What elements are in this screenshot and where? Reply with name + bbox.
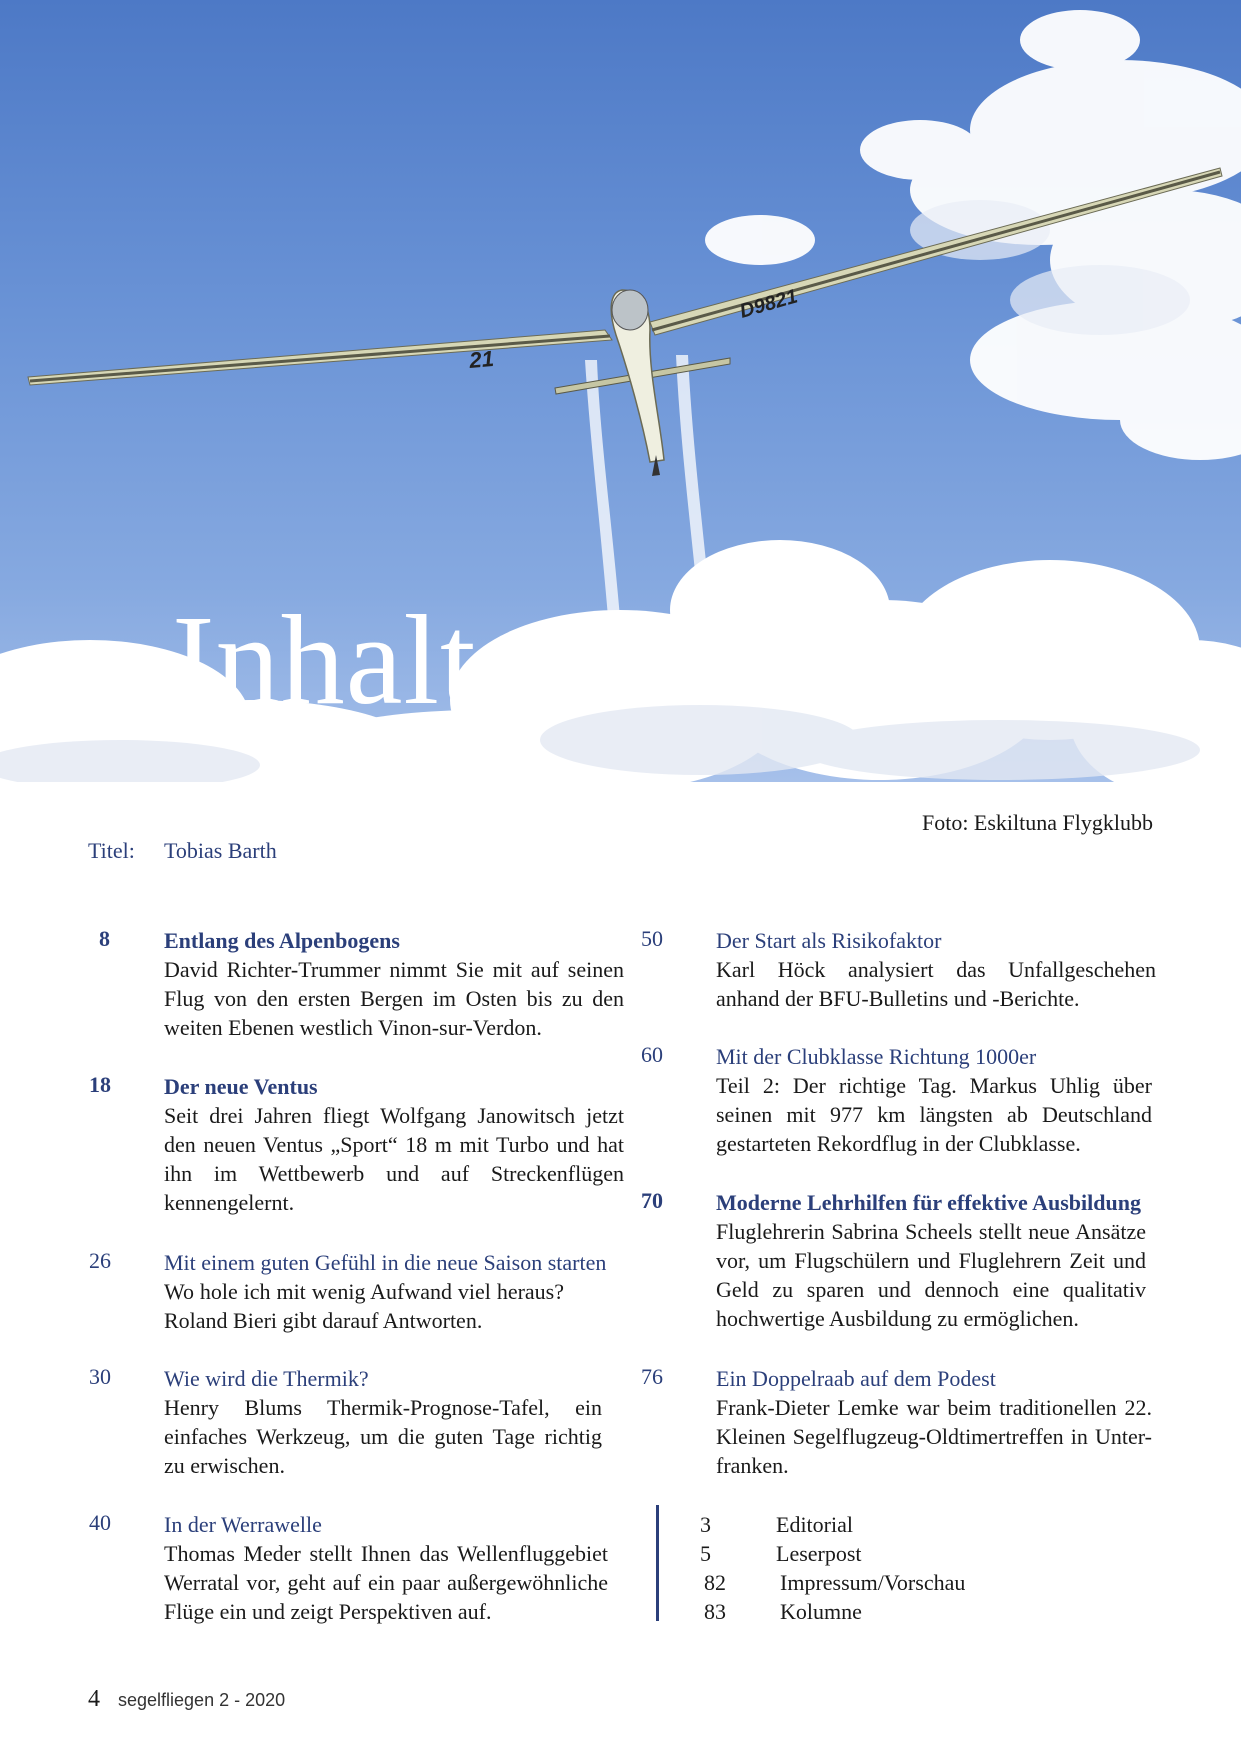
section-page: 5	[700, 1541, 711, 1566]
section-page: 3	[700, 1512, 711, 1537]
entry-description: Wo hole ich mit wenig Aufwand viel heraus? Roland Bieri gibt darauf Antworten.	[164, 1279, 564, 1333]
toc-entry[interactable]	[716, 1042, 1152, 1158]
toc-entry[interactable]	[164, 1510, 608, 1626]
entry-description: Teil 2: Der richtige Tag. Markus Uhlig über seinen mit 977 km längsten ab Deutschland gestarteten Rekordflug in der Clubklasse.	[716, 1073, 1152, 1156]
entry-title: Wie wird die Thermik?	[164, 1366, 369, 1391]
toc-entry[interactable]	[164, 1072, 624, 1217]
entry-description: Fluglehrerin Sabrina Scheels stellt neue Ansätze vor, um Flugschülern und Fluglehrern Zeit und Geld zu sparen und dennoch eine qualitativ hochwertige Ausbildung zu ermöglichen.	[716, 1219, 1146, 1331]
section-item[interactable]	[704, 1568, 965, 1597]
entry-description: Seit drei Jahren fliegt Wolfgang Janowitsch jetzt den neuen Ventus „Sport“ 18 m mit Turbo und hat ihn im Wettbewerb und auf Streckenflügen kennengelernt.	[164, 1103, 624, 1215]
wing-registration-right: D9821	[737, 285, 801, 323]
section-item[interactable]	[700, 1539, 862, 1568]
toc-entry[interactable]	[164, 1248, 614, 1335]
section-item[interactable]	[700, 1510, 853, 1539]
entry-page-number: 76	[641, 1364, 663, 1389]
entry-page-number: 50	[641, 926, 663, 951]
section-item[interactable]	[704, 1597, 862, 1626]
cover-name: Tobias Barth	[164, 838, 277, 863]
cover-label: Titel:	[88, 838, 135, 863]
entry-title: Moderne Lehrhilfen für effektive Ausbildung	[716, 1190, 1141, 1215]
page-number: 4	[88, 1686, 100, 1712]
entry-page-number: 18	[89, 1072, 111, 1097]
cover-photo	[0, 0, 1241, 782]
entry-page-number: 26	[89, 1248, 111, 1273]
entry-title: Mit einem guten Gefühl in die neue Saison starten	[164, 1250, 607, 1275]
entry-page-number: 60	[641, 1042, 663, 1067]
section-label: Impressum/Vorschau	[780, 1570, 966, 1595]
entry-description: David Richter-Trummer nimmt Sie mit auf seinen Flug von den ersten Bergen im Osten bis zu den weiten Ebenen westlich Vinon-sur-Verdon.	[164, 957, 624, 1040]
entry-title: In der Werrawelle	[164, 1512, 322, 1537]
entry-title: Der neue Ventus	[164, 1074, 318, 1099]
page-heading: Inhalt	[172, 589, 477, 731]
entry-page-number: 8	[99, 926, 110, 951]
entry-description: Karl Höck analysiert das Unfallgeschehen anhand der BFU-Bulletins und -Berichte.	[716, 957, 1156, 1011]
entry-description: Thomas Meder stellt Ihnen das Wellenfluggebiet Werratal vor, geht auf ein paar außergewöhnliche Flüge ein und zeigt Perspektiven auf.	[164, 1541, 608, 1624]
toc-entry[interactable]	[164, 926, 624, 1042]
entry-title: Ein Doppelraab auf dem Podest	[716, 1366, 996, 1391]
section-label: Editorial	[776, 1512, 853, 1537]
toc-entry[interactable]	[716, 926, 1156, 1013]
section-page: 83	[704, 1599, 726, 1624]
entry-page-number: 40	[89, 1510, 111, 1535]
entry-title: Mit der Clubklasse Richtung 1000er	[716, 1044, 1037, 1069]
photo-credit: Foto: Eskiltuna Flygklubb	[921, 810, 1153, 835]
wing-registration-left: 21	[468, 345, 495, 373]
entry-description: Henry Blums Thermik-Prognose-Tafel, ein einfaches Werkzeug, um die guten Tage richtig zu erwischen.	[164, 1395, 602, 1478]
section-divider	[656, 1505, 659, 1621]
toc-entry[interactable]	[716, 1364, 1152, 1480]
toc-entry[interactable]	[164, 1364, 602, 1480]
entry-title: Der Start als Risikofaktor	[716, 928, 942, 953]
section-label: Leserpost	[776, 1541, 862, 1566]
page-footer	[88, 1686, 285, 1713]
entry-title: Entlang des Alpenbogens	[164, 928, 400, 953]
magazine-issue: segelfliegen 2 - 2020	[118, 1690, 286, 1710]
entry-description: Frank-Dieter Lemke war beim traditionellen 22. Kleinen Segelflugzeug-Oldtimertreffen in Unter- franken.	[716, 1395, 1152, 1478]
section-label: Kolumne	[780, 1599, 862, 1624]
entry-page-number: 70	[641, 1188, 663, 1213]
entry-page-number: 30	[89, 1364, 111, 1389]
cover-credit	[88, 838, 277, 864]
toc-entry[interactable]	[716, 1188, 1146, 1333]
section-page: 82	[704, 1570, 726, 1595]
